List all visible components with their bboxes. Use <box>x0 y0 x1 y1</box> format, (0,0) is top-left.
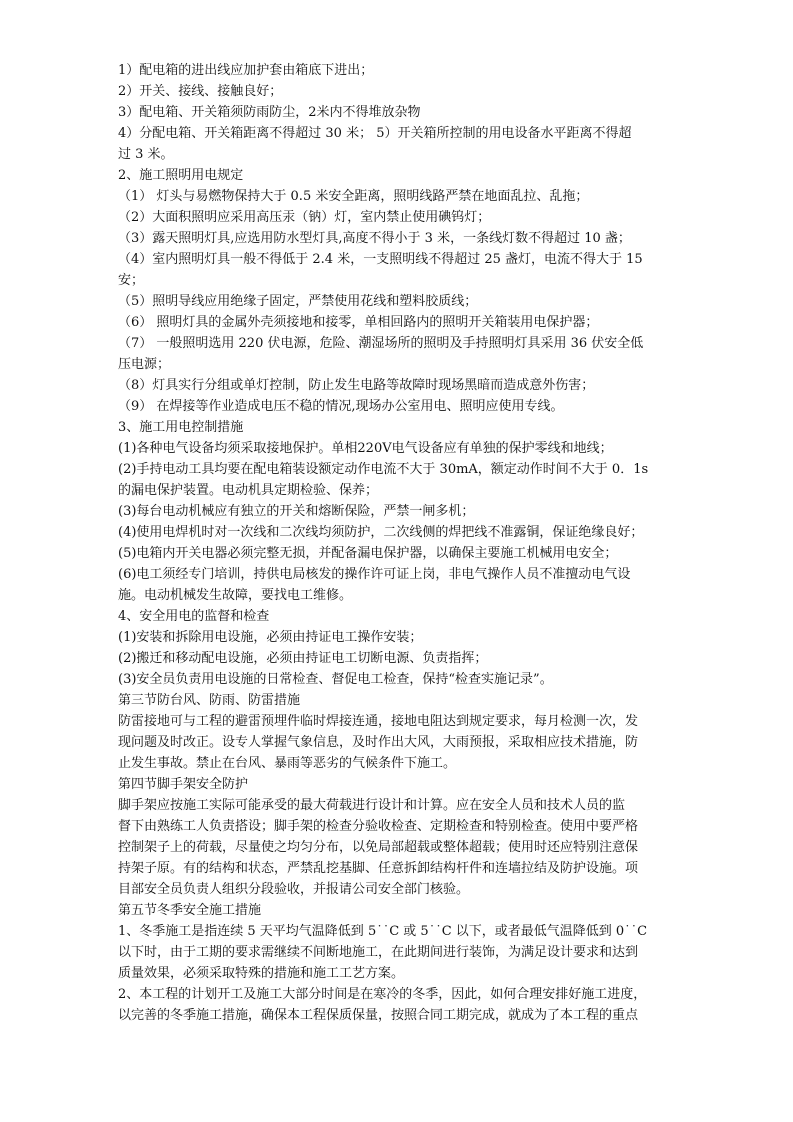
text-line: 控制架子上的荷载，尽量使之均匀分布，以免局部超载或整体超载；使用时还应特别注意保 <box>118 840 639 855</box>
text-line: 脚手架应按施工实际可能承受的最大荷载进行设计和计算。应在安全人员和技术人员的监 <box>118 798 626 813</box>
text-line: （2）大面积照明应采用高压汞（钠）灯，室内禁止使用碘钨灯； <box>118 210 491 225</box>
text-line: (4)使用电焊机时对一次线和二次线均须防护，二次线侧的焊把线不准露铜，保证绝缘良好； <box>118 525 644 540</box>
text-line: （4）室内照明灯具一般不得低于 2.4 米，一支照明线不得超过 25 盏灯，电流不得大于 15 <box>118 252 643 267</box>
text-line: (3)每台电动机械应有独立的开关和熔断保险，严禁一闸多机； <box>118 504 475 519</box>
text-line: 1）配电箱的进出线应加护套由箱底下进出； <box>118 63 374 78</box>
document-body <box>118 60 678 1026</box>
text-line: 目部安全员负责人组织分段验收，并报请公司安全部门核验。 <box>118 882 470 897</box>
text-line: （5）照明导线应用绝缘子固定，严禁使用花线和塑料胶质线； <box>118 294 478 309</box>
text-line: （6） 照明灯具的金属外壳须接地和接零，单相回路内的照明开关箱装用电保护器； <box>118 315 599 330</box>
text-line: 质量效果，必须采取特殊的措施和施工工艺方案。 <box>118 966 405 981</box>
text-line: 的漏电保护装置。电动机具定期检验、保养； <box>118 483 379 498</box>
section-heading: 第五节冬季安全施工措施 <box>118 903 262 918</box>
section-heading: 2、施工照明用电规定 <box>118 168 244 183</box>
text-line: (3)安全员负责用电设施的日常检查、督促电工检查，保持“检查实施记录”。 <box>118 672 553 687</box>
section-heading: 4、安全用电的监督和检查 <box>118 609 270 624</box>
text-line: (1)安装和拆除用电设施，必须由持证电工操作安装； <box>118 630 423 645</box>
text-line: (5)电箱内开关电器必须完整无损，并配备漏电保护器，以确保主要施工机械用电安全； <box>118 546 618 561</box>
text-line: 2、本工程的计划开工及施工大部分时间是在寒冷的冬季，因此，如何合理安排好施工进度， <box>118 987 647 1002</box>
text-line: （9） 在焊接等作业造成电压不稳的情况,现场办公室用电、照明应使用专线。 <box>118 399 564 414</box>
text-line: 2）开关、接线、接触良好； <box>118 84 283 99</box>
text-line: (2)搬迁和移动配电设施，必须由持证电工切断电源、负责指挥； <box>118 651 488 666</box>
text-line: (2)手持电动工具均要在配电箱装设额定动作电流不大于 30mA，额定动作时间不大于 0．1s <box>118 462 649 477</box>
text-line: 现问题及时改正。设专人掌握气象信息，及时作出大风，大雨预报，采取相应技术措施，防 <box>118 735 639 750</box>
text-line: 以完善的冬季施工措施，确保本工程保质保量，按照合同工期完成，就成为了本工程的重点 <box>118 1008 639 1023</box>
text-line: 以下时，由于工期的要求需继续不间断地施工，在此期间进行装饰，为满足设计要求和达到 <box>118 945 639 960</box>
text-line: 4）分配电箱、开关箱距离不得超过 30 米； 5）开关箱所控制的用电设备水平距离不得超 <box>118 126 632 141</box>
text-line: （3）露天照明灯具,应选用防水型灯具,高度不得小于 3 米，一条线灯数不得超过 10 盏； <box>118 231 631 246</box>
text-line: (1)各种电气设备均须采取接地保护。单相220V电气设备应有单独的保护零线和地线； <box>118 441 613 456</box>
text-line: 防雷接地可与工程的避雷预埋件临时焊接连通，接地电阻达到规定要求，每月检测一次，发 <box>118 714 639 729</box>
text-line: （1） 灯头与易燃物保持大于 0.5 米安全距离，照明线路严禁在地面乱拉、乱拖； <box>118 189 589 204</box>
text-line: 持架子原。有的结构和状态，严禁乱挖基脚、任意拆卸结构杆件和连墙拉结及防护设施。项 <box>118 861 639 876</box>
text-line: 1、冬季施工是指连续 5 天平均气温降低到 5˙˙C 或 5˙˙C 以下，或者最低气温降低到 0˙˙C <box>118 924 648 939</box>
text-line: 督下由熟练工人负责搭设；脚手架的检查分验收检查、定期检查和特别检查。使用中要严格 <box>118 819 639 834</box>
text-line: 安； <box>118 273 145 288</box>
text-line: 过 3 米。 <box>118 147 174 162</box>
section-heading: 第四节脚手架安全防护 <box>118 777 249 792</box>
text-line: (6)电工须经专门培训，持供电局核发的操作许可证上岗，非电气操作人员不准擅动电气设 <box>118 567 631 582</box>
text-line: （7） 一般照明选用 220 伏电源，危险、潮湿场所的照明及手持照明灯具采用 36 伏安全低 <box>118 336 644 351</box>
text-line: 压电源； <box>118 357 171 372</box>
section-heading: 第三节防台风、防雨、防雷措施 <box>118 693 301 708</box>
text-line: 3）配电箱、开关箱须防雨防尘，2米内不得堆放杂物 <box>118 105 421 120</box>
text-line: （8）灯具实行分组或单灯控制，防止发生电路等故障时现场黑暗而造成意外伤害； <box>118 378 595 393</box>
text-line: 止发生事故。禁止在台风、暴雨等恶劣的气候条件下施工。 <box>118 756 457 771</box>
section-heading: 3、施工用电控制措施 <box>118 420 244 435</box>
text-line: 施。电动机械发生故障，要找电工维修。 <box>118 588 353 603</box>
